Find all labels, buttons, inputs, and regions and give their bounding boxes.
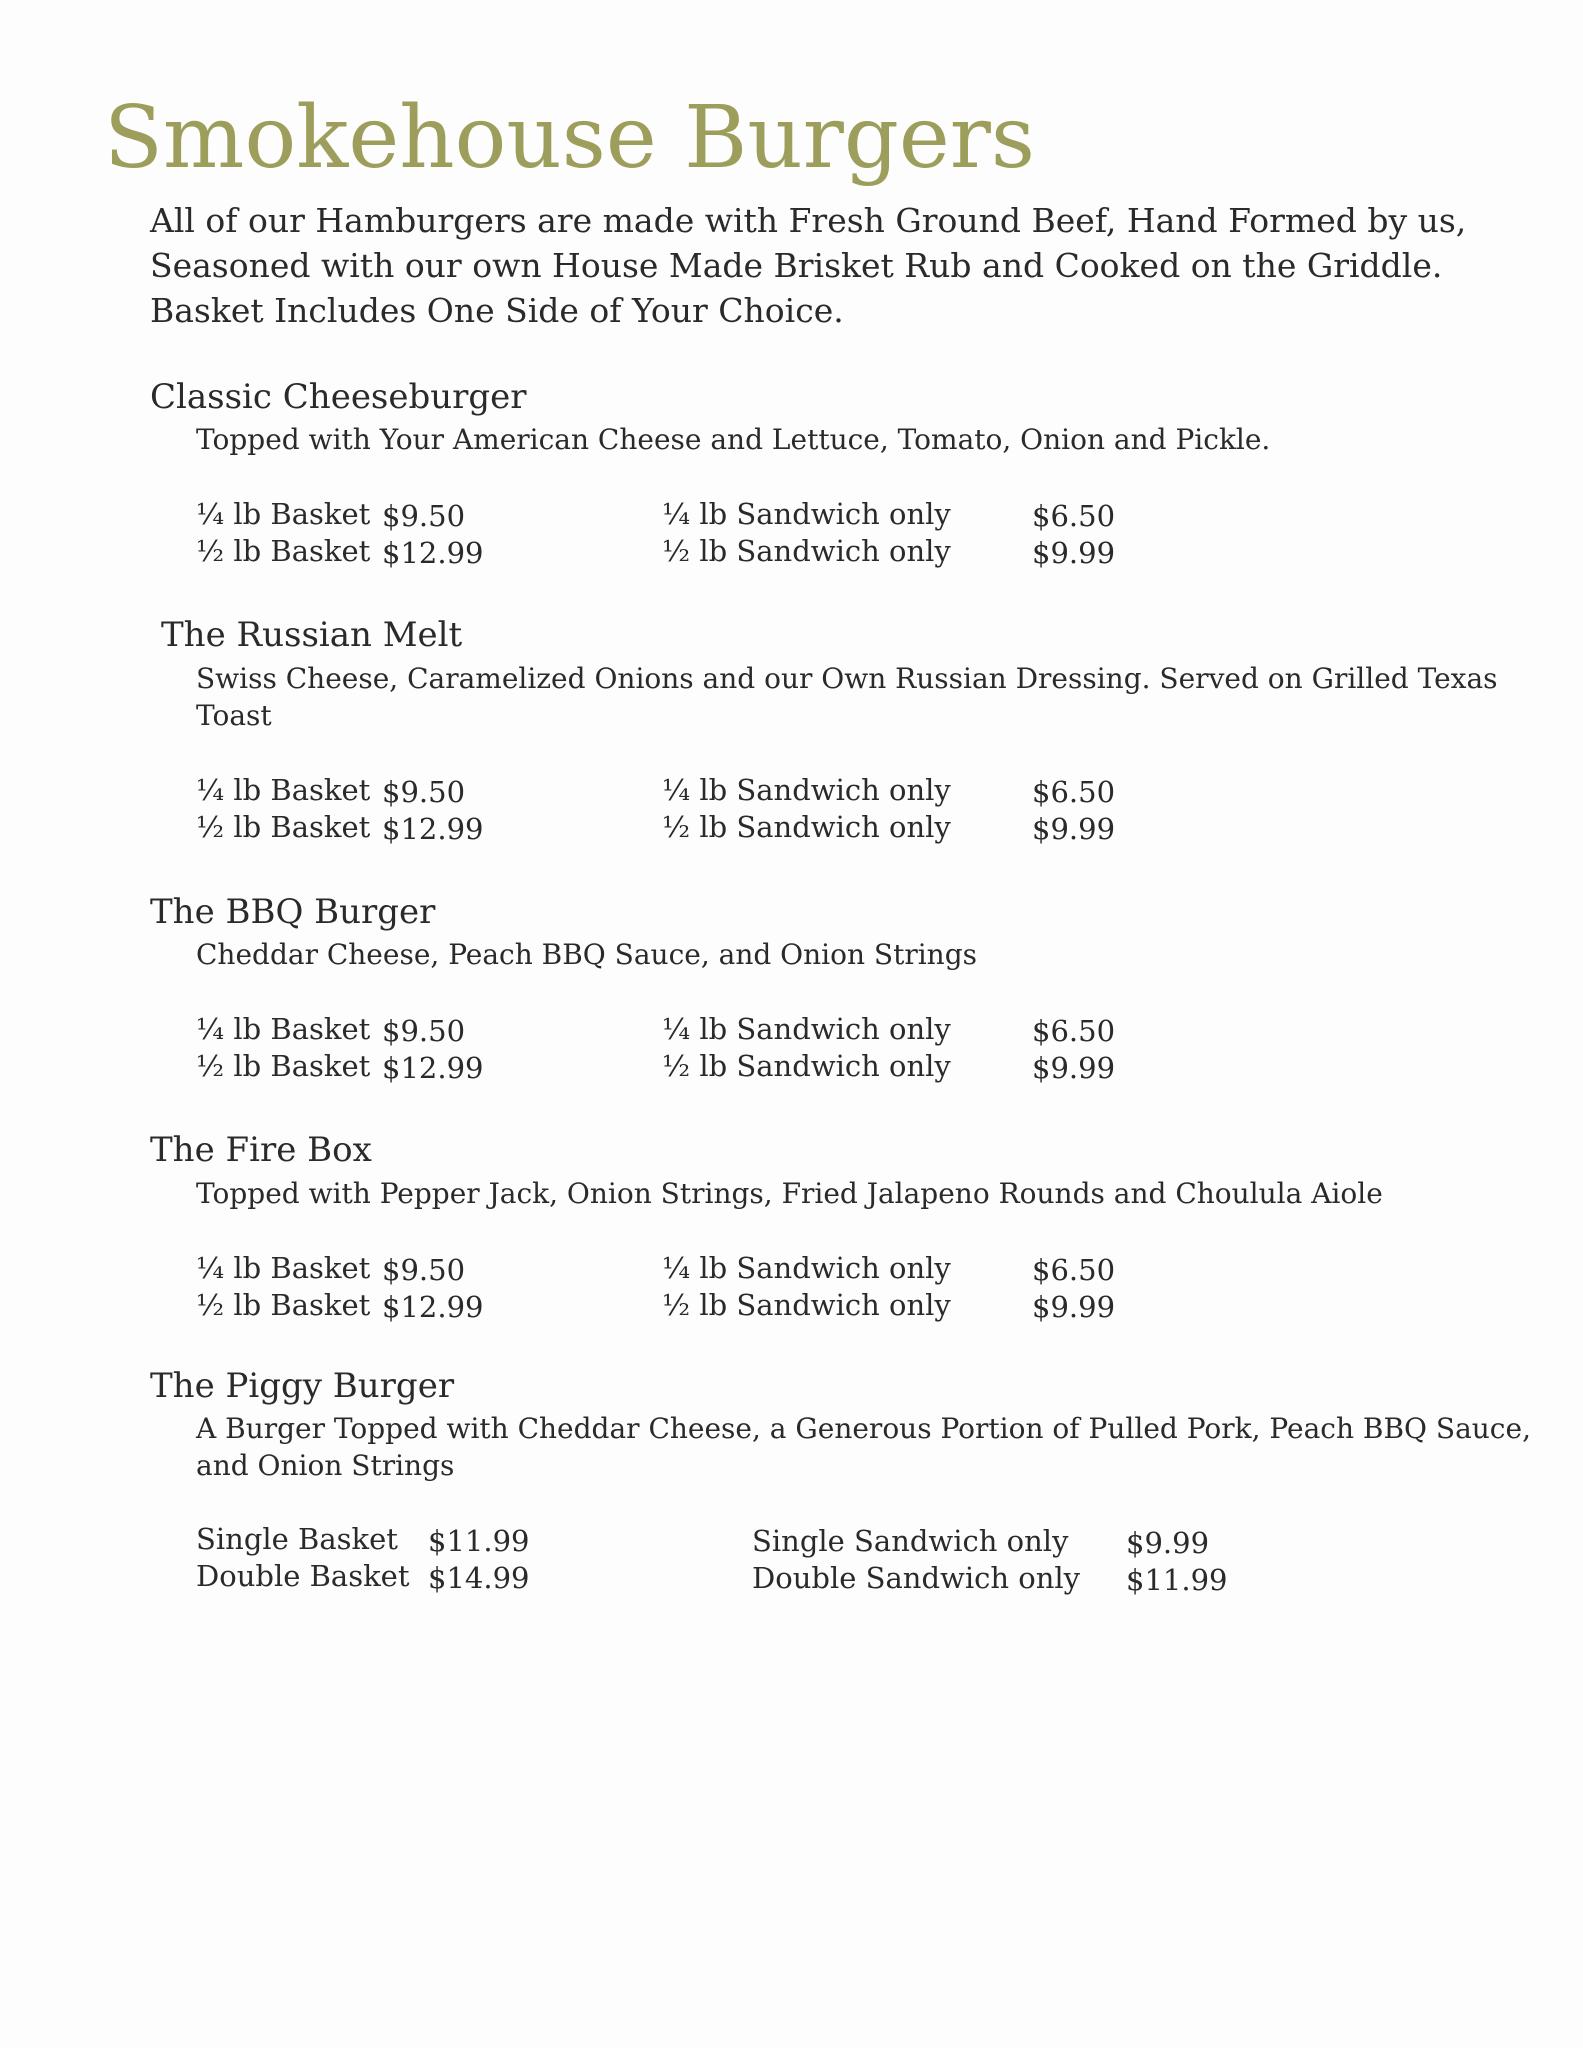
price-value: $11.99 (428, 1524, 530, 1558)
price-value: $6.50 (1032, 1014, 1116, 1048)
price-label: ½ lb Basket (196, 1049, 371, 1083)
price-value: $9.99 (1032, 1051, 1116, 1085)
item-description (196, 660, 1498, 734)
price-value: $9.99 (1032, 1290, 1116, 1324)
intro-line: Seasoned with our own House Made Brisket Rub and Cooked on the Griddle. (150, 246, 1443, 285)
item-name-fire-box: The Fire Box (150, 1130, 372, 1170)
description-line: Cheddar Cheese, Peach BBQ Sauce, and Onion Strings (196, 938, 978, 971)
price-value: $14.99 (428, 1561, 530, 1595)
price-label: ½ lb Basket (196, 1288, 371, 1322)
price-value: $6.50 (1032, 775, 1116, 809)
item-name-russian-melt: The Russian Melt (161, 615, 463, 655)
price-value: $9.99 (1032, 536, 1116, 570)
price-label: ¼ lb Basket (196, 773, 371, 807)
price-label: ¼ lb Basket (196, 497, 371, 531)
price-value: $12.99 (382, 536, 484, 570)
item-name-classic-cheeseburger: Classic Cheeseburger (150, 377, 527, 417)
description-line: and Onion Strings (196, 1449, 455, 1482)
description-line: Topped with Your American Cheese and Lettuce, Tomato, Onion and Pickle. (196, 423, 1271, 456)
price-label: Double Basket (196, 1559, 410, 1593)
price-label: ½ lb Basket (196, 810, 371, 844)
intro-line: Basket Includes One Side of Your Choice. (150, 291, 844, 330)
price-label: ¼ lb Sandwich only (662, 497, 951, 531)
price-value: $9.50 (382, 1253, 466, 1287)
price-value: $12.99 (382, 1290, 484, 1324)
price-label: ¼ lb Basket (196, 1251, 371, 1285)
price-value: $6.50 (1032, 499, 1116, 533)
description-line: Toast (196, 699, 272, 732)
price-label: Single Basket (196, 1522, 398, 1556)
price-label: ½ lb Sandwich only (662, 1049, 951, 1083)
price-value: $11.99 (1126, 1563, 1228, 1597)
price-value: $9.99 (1032, 812, 1116, 846)
intro-text (150, 198, 1490, 333)
item-description (196, 1175, 1383, 1212)
price-value: $12.99 (382, 1051, 484, 1085)
price-label: ¼ lb Sandwich only (662, 773, 951, 807)
item-description (196, 421, 1270, 458)
price-label: Double Sandwich only (752, 1561, 1081, 1595)
description-line: A Burger Topped with Cheddar Cheese, a Generous Portion of Pulled Pork, Peach BBQ Sauce, (196, 1412, 1531, 1445)
item-name-bbq-burger: The BBQ Burger (150, 892, 436, 932)
price-label: ¼ lb Sandwich only (662, 1251, 951, 1285)
description-line: Topped with Pepper Jack, Onion Strings, Fried Jalapeno Rounds and Choulula Aiole (196, 1177, 1383, 1210)
page-title: Smokehouse Burgers (104, 88, 1036, 188)
price-value: $9.99 (1126, 1526, 1210, 1560)
description-line: Swiss Cheese, Caramelized Onions and our Own Russian Dressing. Served on Grilled Texas (196, 662, 1498, 695)
price-label: Single Sandwich only (752, 1524, 1069, 1558)
price-label: ¼ lb Basket (196, 1012, 371, 1046)
price-label: ½ lb Sandwich only (662, 810, 951, 844)
item-description (196, 936, 977, 973)
price-label: ¼ lb Sandwich only (662, 1012, 951, 1046)
price-label: ½ lb Sandwich only (662, 1288, 951, 1322)
item-name-piggy-burger: The Piggy Burger (150, 1366, 455, 1406)
item-description (196, 1410, 1531, 1484)
price-value: $9.50 (382, 775, 466, 809)
price-label: ½ lb Sandwich only (662, 534, 951, 568)
price-label: ½ lb Basket (196, 534, 371, 568)
price-value: $9.50 (382, 499, 466, 533)
price-value: $12.99 (382, 812, 484, 846)
intro-line: All of our Hamburgers are made with Fresh Ground Beef, Hand Formed by us, (150, 201, 1467, 240)
price-value: $9.50 (382, 1014, 466, 1048)
price-value: $6.50 (1032, 1253, 1116, 1287)
